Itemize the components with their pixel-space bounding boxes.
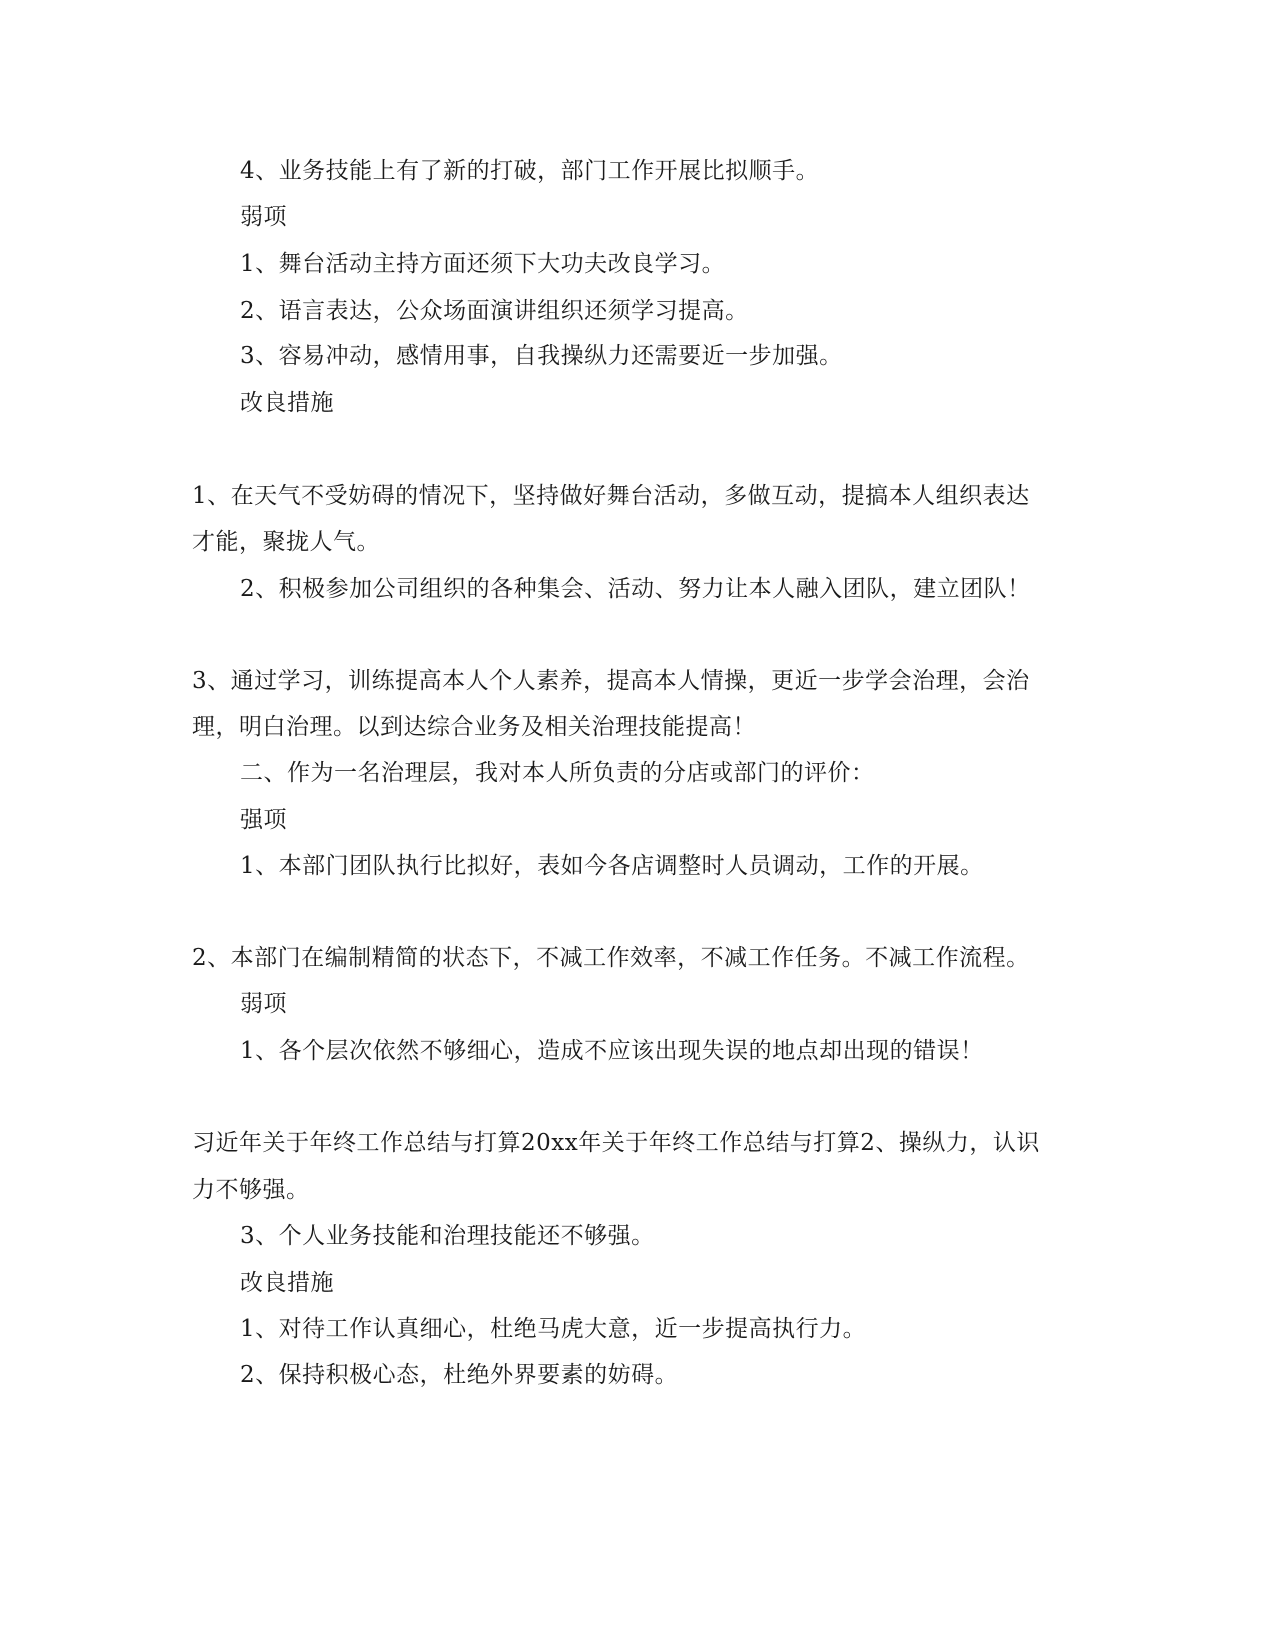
paragraph-line: 4、业务技能上有了新的打破，部门工作开展比拟顺手。 xyxy=(240,158,820,184)
paragraph-line: 2、语言表达，公众场面演讲组织还须学习提高。 xyxy=(240,298,749,324)
paragraph-line: 1、在天气不受妨碍的情况下，坚持做好舞台活动，多做互动，提搞本人组织表达 xyxy=(192,483,1030,509)
paragraph-line: 才能，聚拢人气。 xyxy=(192,529,380,555)
paragraph-line: 3、容易冲动，感情用事，自我操纵力还需要近一步加强。 xyxy=(240,343,843,369)
paragraph-line: 3、个人业务技能和治理技能还不够强。 xyxy=(240,1223,655,1249)
paragraph-line: 2、积极参加公司组织的各种集会、活动、努力让本人融入团队，建立团队！ xyxy=(240,576,1031,602)
section-heading-evaluation: 二、作为一名治理层，我对本人所负责的分店或部门的评价： xyxy=(240,760,875,786)
section-heading-improvement: 改良措施 xyxy=(240,1270,334,1296)
section-heading-weakness: 弱项 xyxy=(240,204,287,230)
section-heading-strength: 强项 xyxy=(240,807,287,833)
paragraph-line: 1、本部门团队执行比拟好，表如今各店调整时人员调动，工作的开展。 xyxy=(240,853,984,879)
paragraph-line: 1、对待工作认真细心，杜绝马虎大意，近一步提高执行力。 xyxy=(240,1316,867,1342)
paragraph-line: 理，明白治理。以到达综合业务及相关治理技能提高！ xyxy=(192,714,756,740)
section-heading-weakness: 弱项 xyxy=(240,991,287,1017)
paragraph-line: 2、保持积极心态，杜绝外界要素的妨碍。 xyxy=(240,1362,679,1388)
paragraph-line: 力不够强。 xyxy=(192,1177,310,1203)
paragraph-line: 1、舞台活动主持方面还须下大功夫改良学习。 xyxy=(240,251,726,277)
paragraph-line: 3、通过学习，训练提高本人个人素养，提高本人情操，更近一步学会治理，会治 xyxy=(192,668,1030,694)
paragraph-line: 1、各个层次依然不够细心，造成不应该出现失误的地点却出现的错误！ xyxy=(240,1038,984,1064)
paragraph-line: 2、本部门在编制精简的状态下，不减工作效率，不减工作任务。不减工作流程。 xyxy=(192,945,1030,971)
paragraph-line: 习近年关于年终工作总结与打算20xx年关于年终工作总结与打算2、操纵力，认识 xyxy=(192,1130,1040,1156)
section-heading-improvement: 改良措施 xyxy=(240,390,334,416)
